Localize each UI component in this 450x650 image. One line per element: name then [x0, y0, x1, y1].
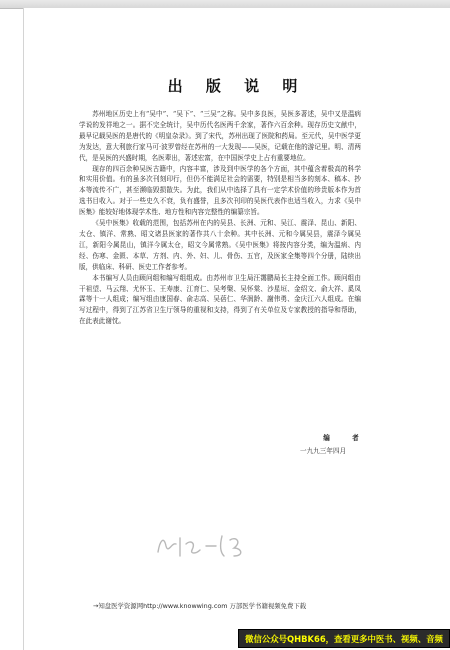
paragraph-4: 本书编写人员由顾问组和编写组组成。由苏州市卫生局汪霭鹏局长主持全面工作。顾问组由干祖望、马云翔、尤怀玉、王寿康、江育仁、吴考槃、吴怀棠、沙星垣、金绍文、俞大祥、奚凤霖等十一人组成；编写组由康国春、俞志高、吴蓓仁、华润龄、謝伟勇、金庆江六人组成。在编写过程中，得到了江苏省卫生厅领导的重视和支持，得到了有关单位及专家教授的指导和帮助，在此表此谢忱。: [79, 273, 361, 326]
body-text: [79, 109, 361, 327]
handwritten-mark: [150, 522, 260, 562]
page-title: 出 版 说 明: [167, 77, 307, 95]
editor-signature: 编 者: [323, 434, 369, 442]
paragraph-2: 现存的四百余种吴医古籍中，内容丰富，涉及到中医学的各个方面，其中蕴含着极高的科学和实用价值。有的虽多次刊刻印行，但仍不能满足社会的需要，特别是相当多的刻本、稿本、抄本等流传不广，甚至濒临毁损散失。为此，我们从中选择了具有一定学术价值的珍贵版本作为首选书目收入。对于一些史久不衰，负有盛誉，且多次刊印的吴医代表作也适当收入，力求《吴中医集》能较好地体现学术性、地方性和内容完整性的编纂宗旨。: [79, 164, 361, 217]
footer-source-line: →知盘医学资源网http://www.knowwing.com 万部医学书籍视频免费下载: [93, 602, 307, 610]
document-page: [24, 8, 450, 650]
paragraph-3: 《吴中医集》收载的范围，包括苏州在内的吴县、长洲、元和、吴江、震泽、昆山、新阳、太仓、镇洋、常熟、昭文诸县医家的著作共八十余种。其中长洲、元和今属吴县，震泽今属吴江，新阳今属昆山，镇洋今属太仓，昭文今属常熟。《吴中医集》将按内容分类，编为温病、内经、伤寒、金匮、本草、方剂、内、外、妇、儿、骨伤、五官，及医家全集等四个分册，陆续出版，供临床、科研、医史工作者参考。: [79, 219, 361, 271]
wechat-banner: 微信公众号QHBK66，查看更多中医书、视频、音频: [238, 629, 450, 648]
paragraph-1: 苏州地区历史上有“吴中”、“吴下”、“三吴”之称。吴中多良医，吴医多著述，吴中又是温病学说的发祥地之一。据不完全统计，吴中历代名医两千余家，著作六百余种。现存历史文献中，最早记载吴医的是唐代的《明皇杂录》。到了宋代，苏州出现了医院和药局。至元代，吴中医学更为发达，意大利旅行家马可·波罗曾经在苏州的一大发现——吴医，记载在他的游记里。明、清两代，是吴医的兴盛时期，名医辈出，著述宏富，在中国医学史上占有重要地位。: [79, 110, 361, 162]
signoff: [290, 432, 390, 458]
publication-date: 一九九三年四月: [300, 447, 347, 455]
